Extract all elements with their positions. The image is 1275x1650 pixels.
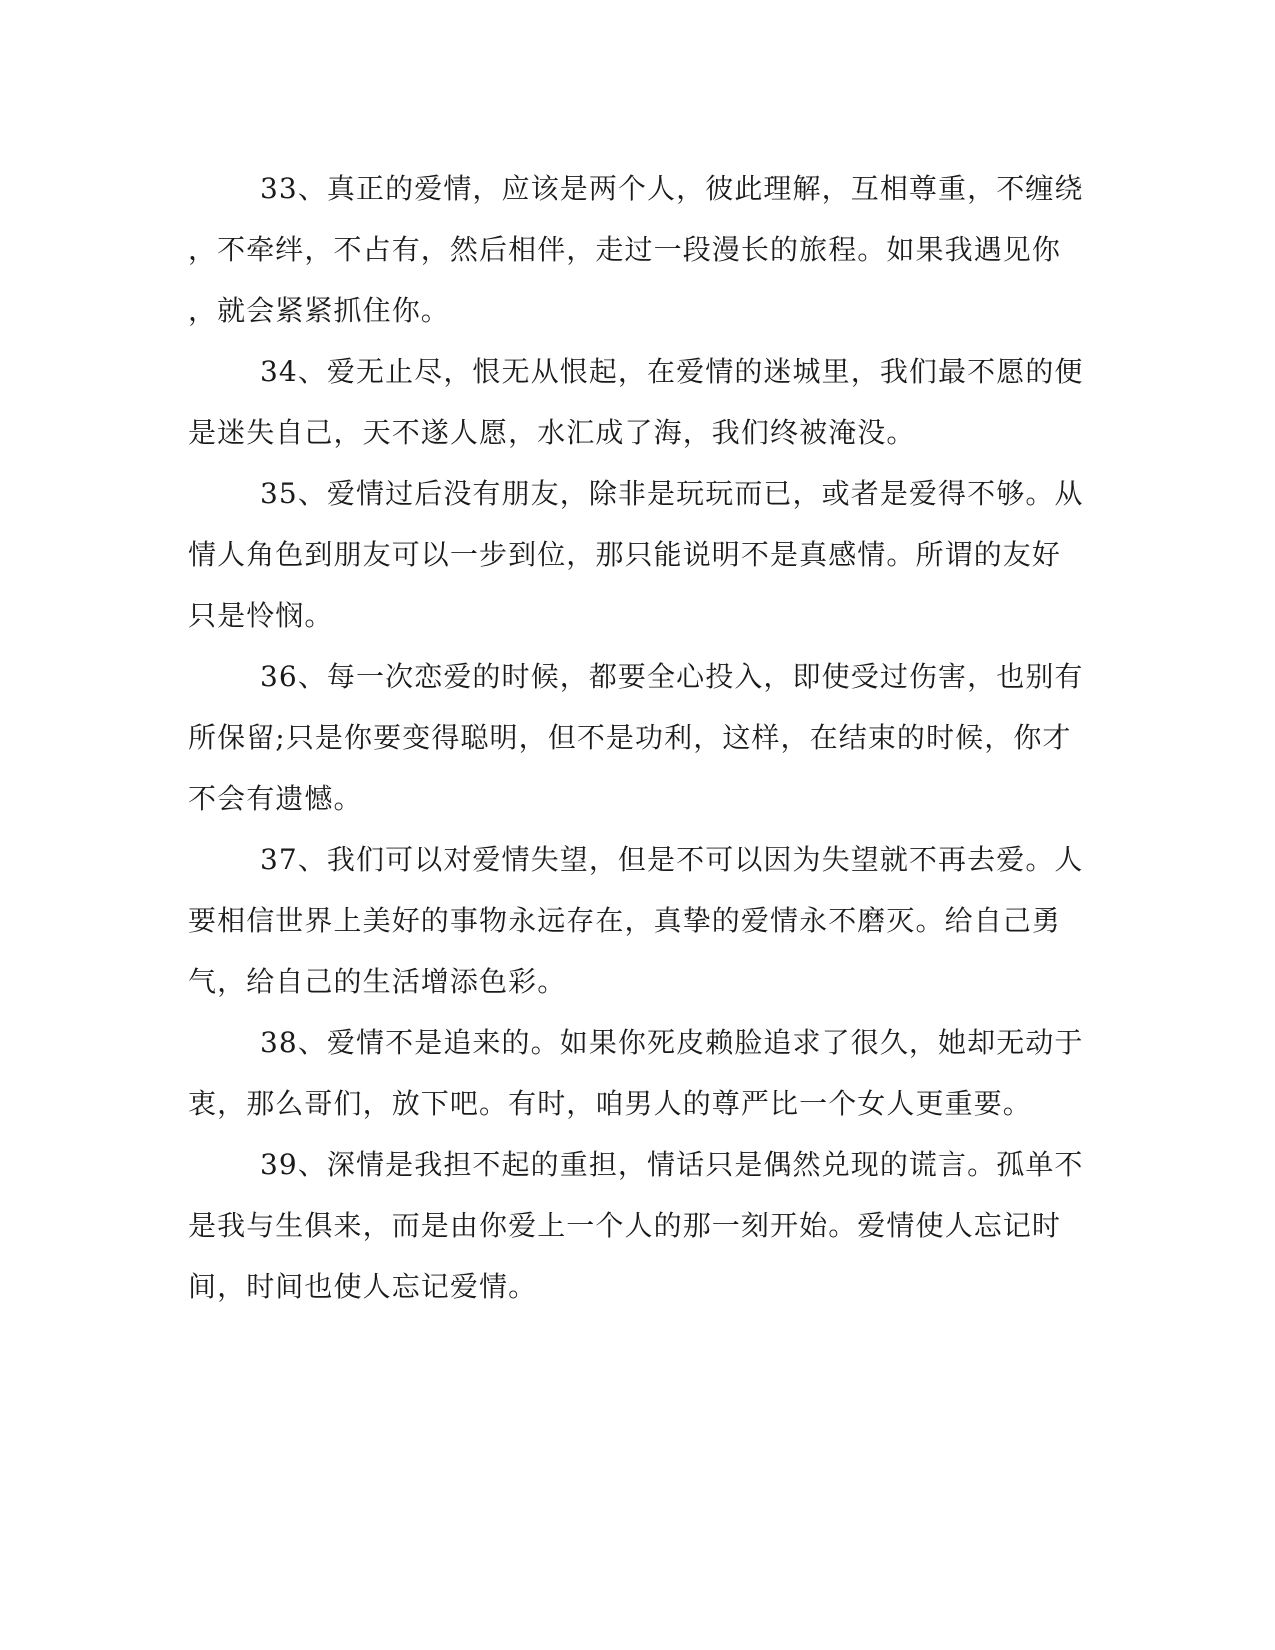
paragraph-38	[188, 1012, 1084, 1134]
paragraph-line: 38、爱情不是追来的。如果你死皮赖脸追求了很久，她却无动于	[260, 1026, 1084, 1059]
paragraph-33	[188, 158, 1084, 341]
paragraph-line: 衷，那么哥们，放下吧。有时，咱男人的尊严比一个女人更重要。	[188, 1087, 1032, 1120]
paragraph-line: ，不牵绊，不占有，然后相伴，走过一段漫长的旅程。如果我遇见你	[188, 233, 1062, 266]
paragraph-line: 36、每一次恋爱的时候，都要全心投入，即使受过伤害，也别有	[260, 660, 1084, 693]
document-body	[188, 158, 1084, 1317]
paragraph-line: 不会有遗憾。	[188, 782, 363, 815]
paragraph-line: 要相信世界上美好的事物永远存在，真挚的爱情永不磨灭。给自己勇	[188, 904, 1062, 937]
paragraph-line: 所保留;只是你要变得聪明，但不是功利，这样，在结束的时候，你才	[188, 721, 1072, 754]
paragraph-line: 是迷失自己，天不遂人愿，水汇成了海，我们终被淹没。	[188, 416, 916, 449]
paragraph-34	[188, 341, 1084, 463]
paragraph-line: ，就会紧紧抓住你。	[188, 294, 450, 327]
paragraph-37	[188, 829, 1084, 1012]
paragraph-line: 34、爱无止尽，恨无从恨起，在爱情的迷城里，我们最不愿的便	[260, 355, 1084, 388]
paragraph-line: 是我与生俱来，而是由你爱上一个人的那一刻开始。爱情使人忘记时	[188, 1209, 1062, 1242]
paragraph-line: 间，时间也使人忘记爱情。	[188, 1270, 538, 1303]
paragraph-line: 37、我们可以对爱情失望，但是不可以因为失望就不再去爱。人	[260, 843, 1084, 876]
paragraph-line: 气，给自己的生活增添色彩。	[188, 965, 567, 998]
paragraph-line: 只是怜悯。	[188, 599, 334, 632]
paragraph-line: 情人角色到朋友可以一步到位，那只能说明不是真感情。所谓的友好	[188, 538, 1062, 571]
paragraph-line: 39、深情是我担不起的重担，情话只是偶然兑现的谎言。孤单不	[260, 1148, 1084, 1181]
paragraph-35	[188, 463, 1084, 646]
paragraph-36	[188, 646, 1084, 829]
paragraph-line: 33、真正的爱情，应该是两个人，彼此理解，互相尊重，不缠绕	[260, 172, 1084, 205]
paragraph-line: 35、爱情过后没有朋友，除非是玩玩而已，或者是爱得不够。从	[260, 477, 1084, 510]
paragraph-39	[188, 1134, 1084, 1317]
